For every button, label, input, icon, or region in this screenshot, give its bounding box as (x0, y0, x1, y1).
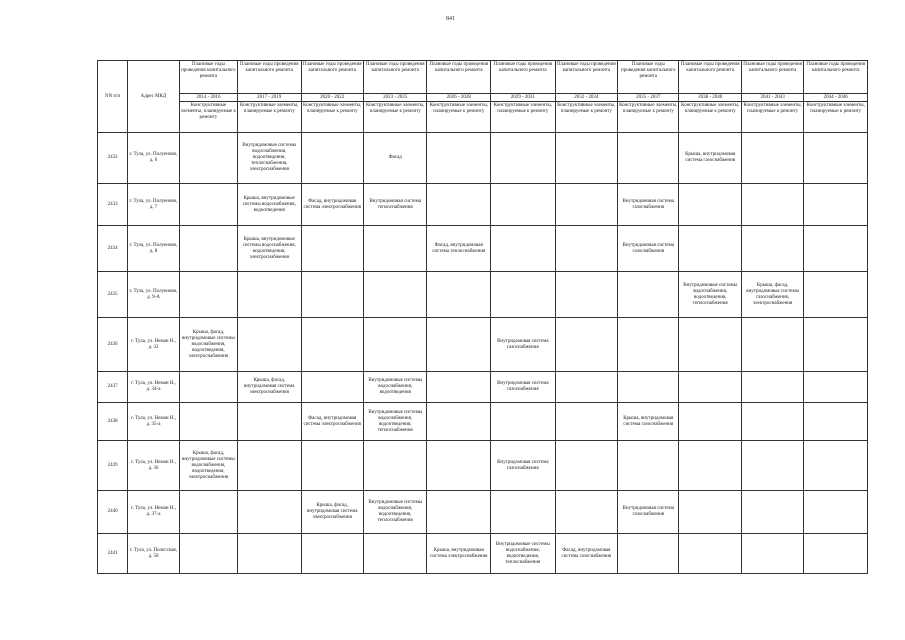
plan-cell: Крыша, фасад, внутридомовые системы водоснабжения, водоотведения, электроснабжения (179, 441, 237, 491)
header-elements-label: Конструктивные элементы, планируемые к ремонту (555, 102, 617, 133)
plan-cell (363, 534, 427, 574)
plan-cell (491, 403, 556, 441)
plan-cell (427, 403, 491, 441)
plan-cell: Фасад, внутридомовая система теплоснабжения (427, 226, 491, 272)
plan-cell (301, 372, 363, 403)
row-address: г. Тула, ул. Неман Н., д. 36 (128, 441, 180, 491)
plan-cell (179, 491, 237, 534)
header-elements-label: Конструктивные элементы, планируемые к ремонту (491, 102, 556, 133)
header-period: 2020 - 2022 (301, 94, 363, 102)
plan-cell (491, 226, 556, 272)
row-address: г. Тула, ул. Неман Н., д. 37-а (128, 491, 180, 534)
plan-cell (555, 441, 617, 491)
plan-cell: Фасад, внутридомовая система электроснабжения (301, 184, 363, 226)
plan-cell: Крыша, фасад, внутридомовые системы водоснабжения, водоотведения, электроснабжения (179, 318, 237, 372)
header-elements-label: Конструктивные элементы, планируемые к ремонту (804, 102, 868, 133)
header-periods-row (98, 94, 868, 102)
row-number: 2433 (98, 184, 128, 226)
header-period: 2041 - 2043 (741, 94, 803, 102)
table-row (98, 184, 868, 226)
header-elements-label: Конструктивные элементы, планируемые к ремонту (679, 102, 741, 133)
plan-cell: Внутридомовая система газоснабжения (618, 226, 679, 272)
row-address: г. Тула, ул. Неман Н., д. 32 (128, 318, 180, 372)
header-years-row (98, 61, 868, 94)
plan-cell (679, 491, 741, 534)
header-elements-label: Конструктивные элементы, планируемые к ремонту (427, 102, 491, 133)
row-number: 2432 (98, 133, 128, 184)
header-period: 2023 - 2025 (363, 94, 427, 102)
header-address: Адрес МКД (128, 61, 180, 133)
plan-cell (804, 372, 868, 403)
plan-cell: Внутридомовые системы водоснабжения, водоотведения, теплоснабжения, электроснабжения (237, 133, 301, 184)
plan-cell (301, 318, 363, 372)
plan-cell (618, 133, 679, 184)
header-elements-label: Конструктивные элементы, планируемые к ремонту (301, 102, 363, 133)
plan-cell (179, 226, 237, 272)
plan-cell: Внутридомовая система газоснабжения (618, 491, 679, 534)
plan-cell (363, 318, 427, 372)
plan-cell (363, 272, 427, 318)
plan-cell: Фасад (363, 133, 427, 184)
plan-cell (555, 133, 617, 184)
plan-cell (679, 318, 741, 372)
header-years-label: Плановые годы проведения капитального ремонта (237, 61, 301, 94)
capital-repair-plan-table (97, 60, 868, 574)
plan-cell (555, 318, 617, 372)
plan-cell (363, 441, 427, 491)
plan-cell: Внутридомовые системы водоснабжения, водоотведения, теплоснабжения (363, 403, 427, 441)
plan-cell (804, 534, 868, 574)
plan-cell (427, 272, 491, 318)
header-period: 2026 - 2028 (427, 94, 491, 102)
plan-cell: Внутридомовая система газоснабжения (618, 184, 679, 226)
plan-cell: Крыша, фасад, внутридомовая система электроснабжения (301, 491, 363, 534)
plan-cell: Внутридомовая система газоснабжения (491, 318, 556, 372)
plan-cell (555, 372, 617, 403)
header-elements-label: Конструктивные элементы, планируемые к ремонту (179, 102, 237, 133)
header-period: 2032 - 2034 (555, 94, 617, 102)
plan-cell (741, 226, 803, 272)
plan-cell (741, 184, 803, 226)
plan-cell (804, 133, 868, 184)
header-period: 2014 - 2016 (179, 94, 237, 102)
plan-cell (679, 441, 741, 491)
plan-cell (491, 272, 556, 318)
row-number: 2441 (98, 534, 128, 574)
plan-cell (555, 403, 617, 441)
plan-cell: Внутридомовые системы водоснабжения, водоотведения, теплоснабжения (679, 272, 741, 318)
table-row (98, 226, 868, 272)
row-number: 2435 (98, 272, 128, 318)
plan-cell: Внутридомовые системы водоснабжения, водоотведения, теплоснабжения (363, 491, 427, 534)
page-number: 841 (446, 16, 455, 22)
plan-cell (679, 403, 741, 441)
header-elements-label: Конструктивные элементы, планируемые к ремонту (618, 102, 679, 133)
header-elements-label: Конструктивные элементы, планируемые к ремонту (237, 102, 301, 133)
table-row (98, 491, 868, 534)
row-address: г. Тула, ул. Полуеново, д. 7 (128, 184, 180, 226)
plan-cell (804, 272, 868, 318)
plan-cell (804, 491, 868, 534)
plan-cell (237, 403, 301, 441)
plan-cell (237, 441, 301, 491)
row-address: г. Тула, ул. Полесская, д. 58 (128, 534, 180, 574)
row-number: 2434 (98, 226, 128, 272)
table-row (98, 318, 868, 372)
plan-cell (618, 272, 679, 318)
table-row (98, 534, 868, 574)
plan-cell: Крыша, внутридомовая система газоснабжения (679, 133, 741, 184)
plan-cell (301, 272, 363, 318)
plan-cell (679, 534, 741, 574)
row-address: г. Тула, ул. Полуеново, д. 6 (128, 133, 180, 184)
plan-cell (179, 184, 237, 226)
plan-cell (618, 534, 679, 574)
header-years-label: Плановые годы проведения капитального ремонта (741, 61, 803, 94)
header-elements-row (98, 102, 868, 133)
row-address: г. Тула, ул. Полуеново, д. 9-А (128, 272, 180, 318)
plan-cell: Фасад, внутридомовая система газоснабжения (555, 534, 617, 574)
plan-cell (427, 491, 491, 534)
plan-cell (237, 534, 301, 574)
plan-cell (618, 372, 679, 403)
row-number: 2438 (98, 403, 128, 441)
row-number: 2437 (98, 372, 128, 403)
plan-cell: Внутридомовая система теплоснабжения (363, 184, 427, 226)
header-years-label: Плановые годы проведения капитального ремонта (555, 61, 617, 94)
plan-cell: Внутридомовая система газоснабжения (491, 372, 556, 403)
row-number: 2439 (98, 441, 128, 491)
row-number: 2440 (98, 491, 128, 534)
table-body (98, 133, 868, 574)
table-row (98, 133, 868, 184)
plan-cell (555, 491, 617, 534)
plan-cell (427, 133, 491, 184)
plan-cell (427, 318, 491, 372)
plan-cell: Крыша, внутридомовые системы водоснабжения, водоотведения (237, 184, 301, 226)
plan-cell (427, 372, 491, 403)
header-period: 2044 - 2046 (804, 94, 868, 102)
header-period: 2038 - 2040 (679, 94, 741, 102)
table-row (98, 403, 868, 441)
plan-cell (363, 226, 427, 272)
plan-cell (179, 133, 237, 184)
plan-cell (741, 441, 803, 491)
plan-cell (491, 491, 556, 534)
table-row (98, 441, 868, 491)
plan-cell: Крыша, внутридомовая система газоснабжения (618, 403, 679, 441)
plan-cell (179, 272, 237, 318)
plan-cell: Фасад, внутридомовая система электроснабжения (301, 403, 363, 441)
header-period: 2017 - 2019 (237, 94, 301, 102)
plan-cell (741, 491, 803, 534)
header-years-label: Плановые годы проведения капитального ремонта (804, 61, 868, 94)
plan-cell (618, 441, 679, 491)
plan-cell (179, 403, 237, 441)
plan-cell (301, 133, 363, 184)
header-years-label: Плановые годы проведения капитального ремонта (491, 61, 556, 94)
header-years-label: Плановые годы проведения капитального ремонта (618, 61, 679, 94)
plan-cell: Внутридомовые системы водоснабжения, водоотведения (363, 372, 427, 403)
plan-cell (741, 403, 803, 441)
row-address: г. Тула, ул. Неман Н., д. 34-а (128, 372, 180, 403)
header-years-label: Плановые годы проведения капитального ремонта (301, 61, 363, 94)
plan-cell (301, 226, 363, 272)
plan-cell (741, 534, 803, 574)
row-number: 2436 (98, 318, 128, 372)
plan-cell: Внутридомовая система газоснабжения (491, 441, 556, 491)
header-elements-label: Конструктивные элементы, планируемые к ремонту (741, 102, 803, 133)
plan-cell: Крыша, фасад, внутридомовые системы газоснабжения, электроснабжения (741, 272, 803, 318)
plan-cell (237, 318, 301, 372)
plan-cell (555, 226, 617, 272)
plan-cell (804, 441, 868, 491)
plan-cell (741, 318, 803, 372)
plan-cell (804, 403, 868, 441)
header-years-label: Плановые годы проведения капитального ремонта (179, 61, 237, 94)
plan-cell (301, 441, 363, 491)
plan-cell: Крыша, внутридомовые системы водоснабжения, водоотведения, электроснабжения (237, 226, 301, 272)
plan-cell (179, 534, 237, 574)
header-period: 2029 - 2031 (491, 94, 556, 102)
table-row (98, 272, 868, 318)
header-years-label: Плановые годы проведения капитального ремонта (679, 61, 741, 94)
row-address: г. Тула, ул. Неман Н., д. 35-а (128, 403, 180, 441)
row-address: г. Тула, ул. Полуеново, д. 8 (128, 226, 180, 272)
plan-cell (427, 184, 491, 226)
plan-cell: Крыша, внутридомовая система электроснабжения (427, 534, 491, 574)
plan-cell (555, 184, 617, 226)
plan-cell (237, 272, 301, 318)
plan-cell (491, 184, 556, 226)
plan-cell (427, 441, 491, 491)
plan-cell (804, 318, 868, 372)
plan-cell: Внутридомовые системы водоснабжения, водоотведения, теплоснабжения (491, 534, 556, 574)
plan-cell (741, 133, 803, 184)
plan-cell (237, 491, 301, 534)
plan-cell (741, 372, 803, 403)
plan-cell (679, 226, 741, 272)
header-period: 2035 - 2037 (618, 94, 679, 102)
plan-cell (301, 534, 363, 574)
plan-cell (491, 133, 556, 184)
table-row (98, 372, 868, 403)
plan-cell (618, 318, 679, 372)
header-elements-label: Конструктивные элементы, планируемые к ремонту (363, 102, 427, 133)
header-years-label: Плановые годы проведения капитального ремонта (363, 61, 427, 94)
plan-cell: Крыша, фасад, внутридомовая система электроснабжения (237, 372, 301, 403)
plan-cell (679, 184, 741, 226)
header-nn: NN п/п (98, 61, 128, 133)
plan-cell (804, 184, 868, 226)
plan-cell (179, 372, 237, 403)
header-years-label: Плановые годы проведения капитального ремонта (427, 61, 491, 94)
plan-cell (804, 226, 868, 272)
plan-cell (555, 272, 617, 318)
plan-cell (679, 372, 741, 403)
